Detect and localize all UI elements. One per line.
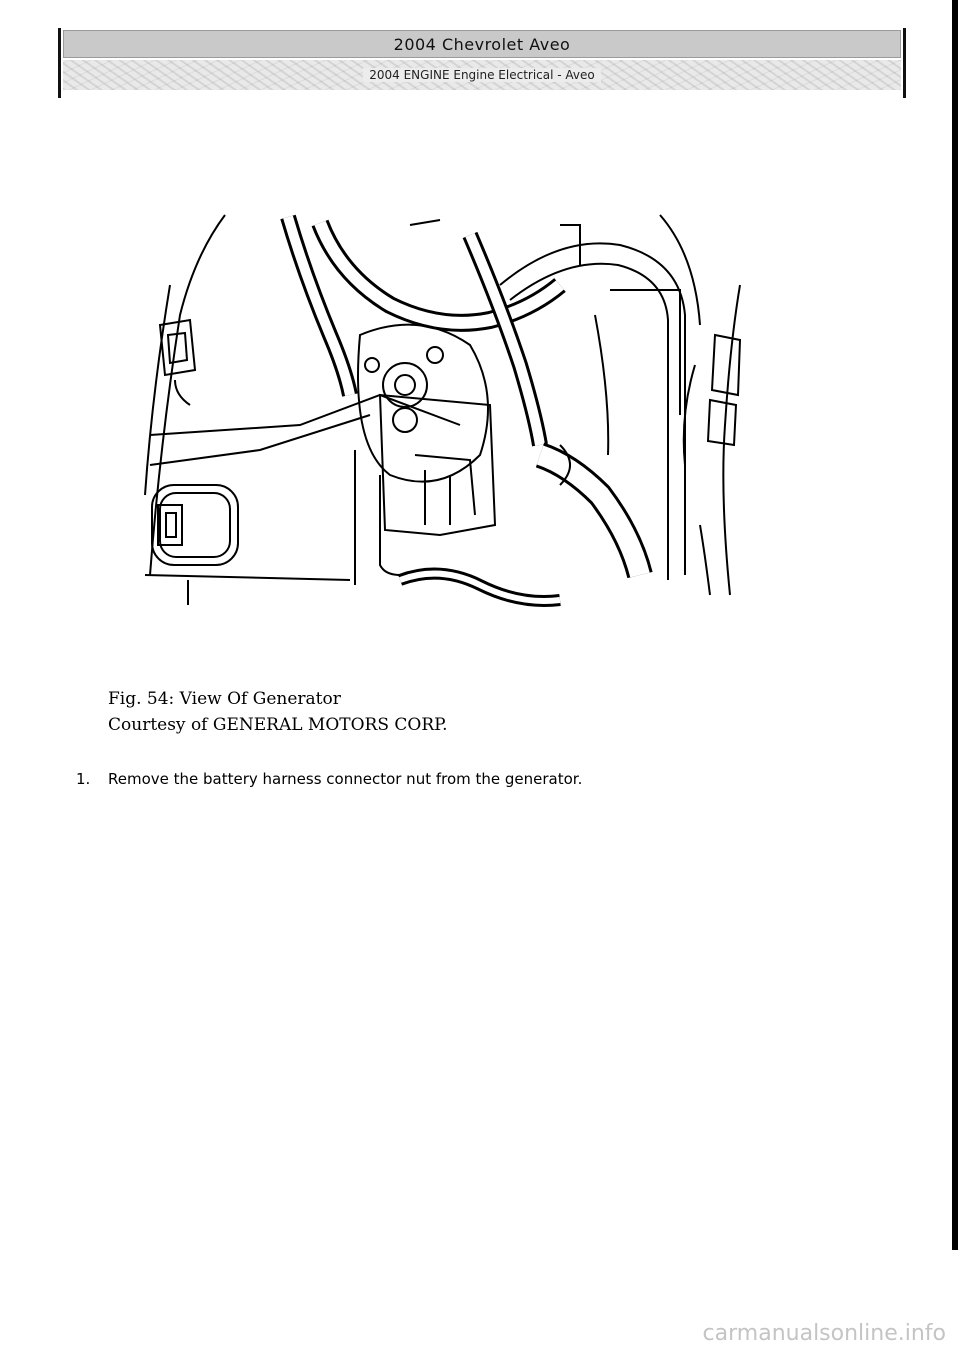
figure-caption-credit: Courtesy of GENERAL MOTORS CORP. (108, 715, 448, 735)
figure-caption-title: Fig. 54: View Of Generator (108, 689, 341, 709)
watermark: carmanualsonline.info (702, 1321, 946, 1346)
procedure-step (76, 770, 582, 788)
page-right-border (952, 0, 958, 1250)
header-right-rule (903, 28, 906, 98)
header-title-bar (63, 30, 901, 58)
header-left-rule (58, 28, 61, 98)
document-subtitle: 2004 ENGINE Engine Electrical - Aveo (363, 68, 601, 82)
header-subtitle-bar (63, 60, 901, 90)
step-number: 1. (76, 770, 91, 788)
document-header (58, 28, 906, 98)
generator-line-drawing (140, 195, 760, 615)
step-text: Remove the battery harness connector nut from the generator. (108, 770, 583, 788)
figure-caption (108, 686, 448, 738)
generator-illustration (140, 195, 760, 615)
document-title: 2004 Chevrolet Aveo (393, 34, 571, 54)
